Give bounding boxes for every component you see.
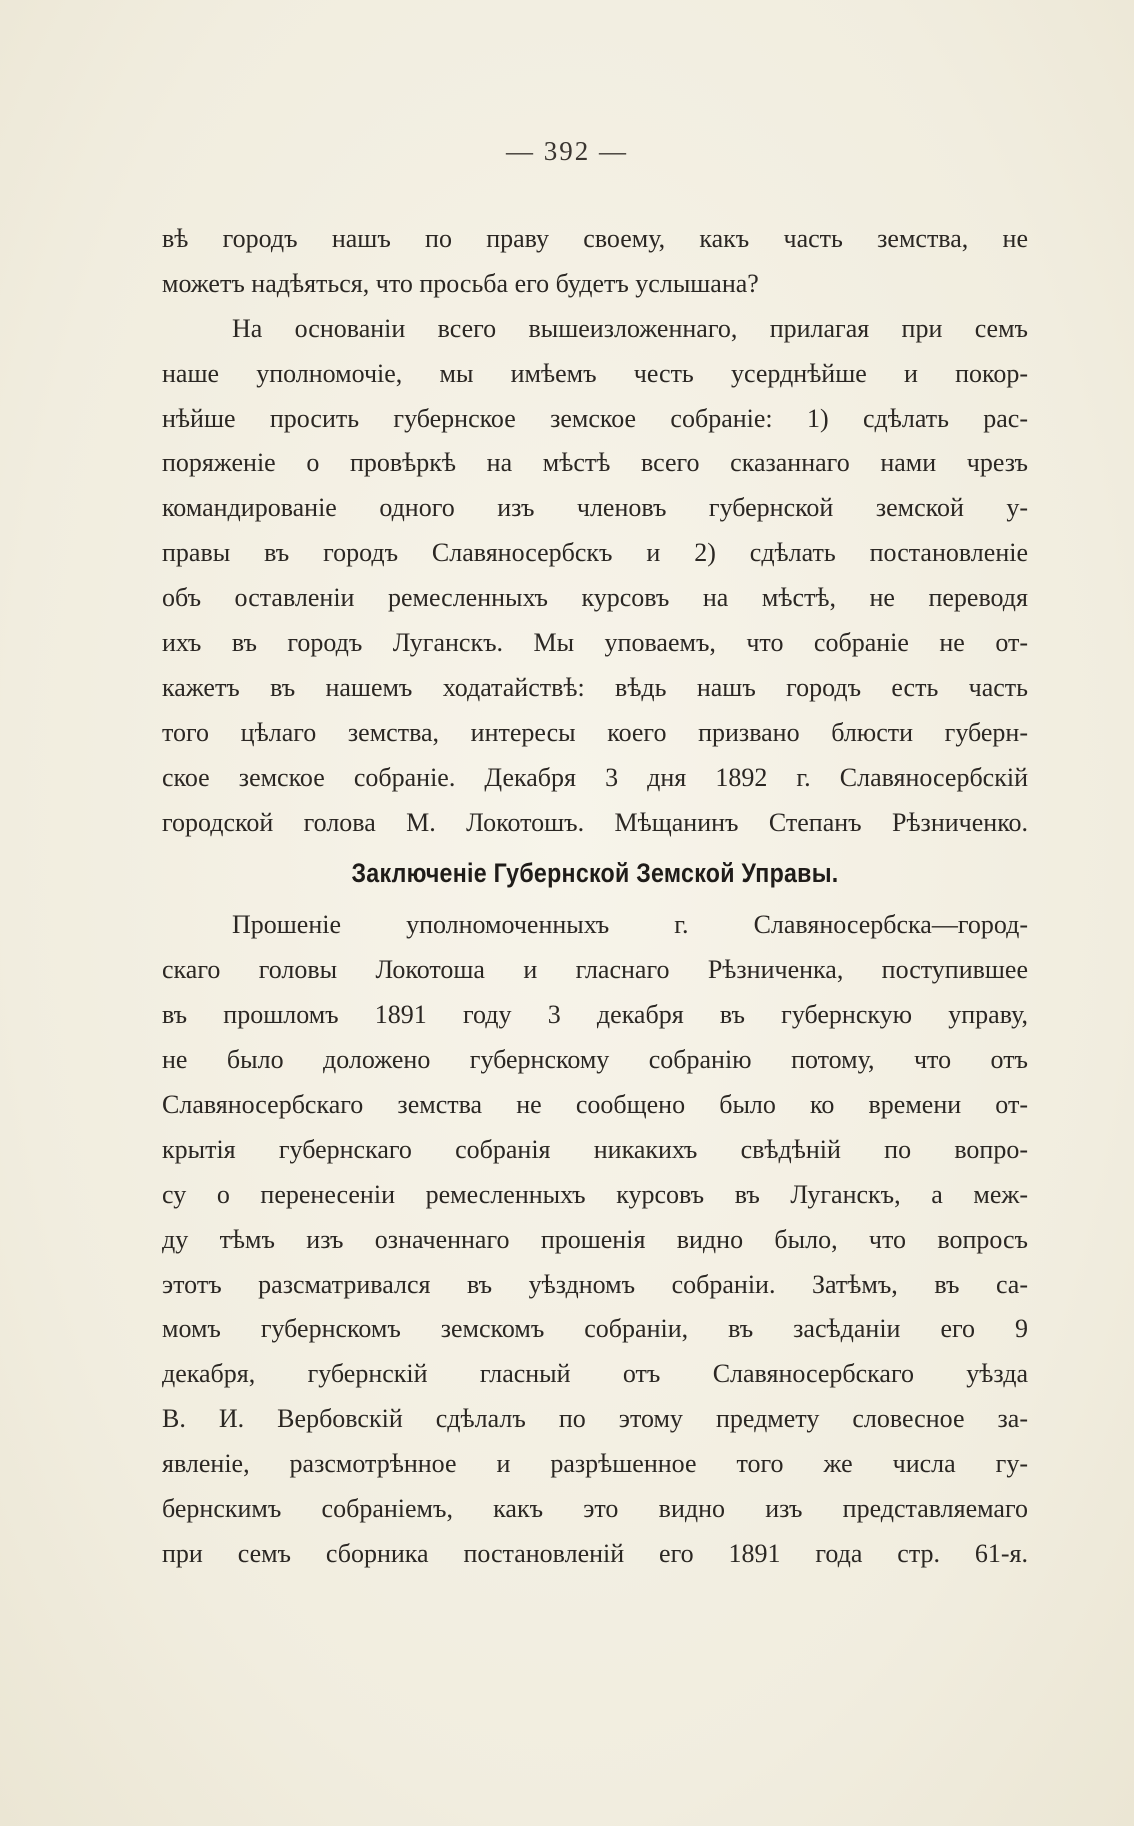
text-line: въ прошломъ 1891 году 3 декабря въ губернскую управу,	[162, 1000, 1028, 1030]
paragraph-continuation	[162, 217, 1028, 307]
text-line: су о перенесеніи ремесленныхъ курсовъ въ Луганскъ, а меж-	[162, 1179, 1028, 1209]
section-heading: Заключеніе Губернской Земской Управы.	[351, 858, 839, 889]
text-line: при семъ сборника постановленій его 1891 года стр. 61-я.	[162, 1538, 1028, 1568]
text-line: правы въ городъ Славяносербскъ и 2) сдѣлать постановленіе	[162, 538, 1028, 568]
text-line: того цѣлаго земства, интересы коего призвано блюсти губерн-	[162, 717, 1028, 747]
text-line: ихъ въ городъ Луганскъ. Мы уповаемъ, что собраніе не от-	[162, 628, 1028, 658]
text-line: кажетъ въ нашемъ ходатайствѣ: вѣдь нашъ городъ есть часть	[162, 672, 1028, 702]
text-line: не было доложено губернскому собранію потому, что отъ	[162, 1045, 1028, 1075]
text-line: крытія губернскаго собранія никакихъ свѣдѣній по вопро-	[162, 1134, 1028, 1164]
text-line: командированіе одного изъ членовъ губернской земской у-	[162, 493, 1028, 523]
text-line: На основаніи всего вышеизложеннаго, прилагая при семъ	[232, 313, 1028, 343]
text-line: городской голова М. Локотошъ. Мѣщанинъ Степанъ Рѣзниченко.	[162, 807, 1028, 837]
text-line: вѣ городъ нашъ по праву своему, какъ часть земства, не	[162, 224, 1028, 253]
paragraph-conclusion	[162, 903, 1028, 1576]
body-text	[162, 217, 1028, 1577]
text-line: ду тѣмъ изъ означеннаго прошенія видно было, что вопросъ	[162, 1224, 1028, 1254]
text-line: бернскимъ собраніемъ, какъ это видно изъ представляемаго	[162, 1494, 1028, 1524]
text-line: момъ губернскомъ земскомъ собраніи, въ засѣданіи его 9	[162, 1314, 1028, 1344]
text-line: Славяносербскаго земства не сообщено было ко времени от-	[162, 1090, 1028, 1120]
text-line: наше уполномочіе, мы имѣемъ честь усерднѣйше и покор-	[162, 358, 1028, 388]
text-line: явленіе, разсмотрѣнное и разрѣшенное того же числа гу-	[162, 1449, 1028, 1479]
text-line: объ оставленіи ремесленныхъ курсовъ на мѣстѣ, не переводя	[162, 583, 1028, 613]
text-line: можетъ надѣяться, что просьба его будетъ услышана?	[162, 268, 759, 298]
text-line: ское земское собраніе. Декабря 3 дня 1892 г. Славяносербскій	[162, 762, 1028, 792]
text-line: этотъ разсматривался въ уѣздномъ собраніи. Затѣмъ, въ са-	[162, 1269, 1028, 1299]
text-line: нѣйше просить губернское земское собраніе: 1) сдѣлать рас-	[162, 403, 1028, 433]
text-line: декабря, губернскій гласный отъ Славяносербскаго уѣзда	[162, 1359, 1028, 1389]
text-line: поряженіе о провѣркѣ на мѣстѣ всего сказаннаго нами чрезъ	[162, 448, 1028, 478]
text-line: Прошеніе уполномоченныхъ г. Славяносербска—город-	[232, 910, 1028, 940]
page-number: — 392 —	[506, 136, 628, 166]
paragraph-petition	[162, 307, 1028, 846]
text-line: В. И. Вербовскій сдѣлалъ по этому предмету словесное за-	[162, 1404, 1028, 1434]
text-line: скаго головы Локотоша и гласнаго Рѣзниченка, поступившее	[162, 955, 1028, 985]
